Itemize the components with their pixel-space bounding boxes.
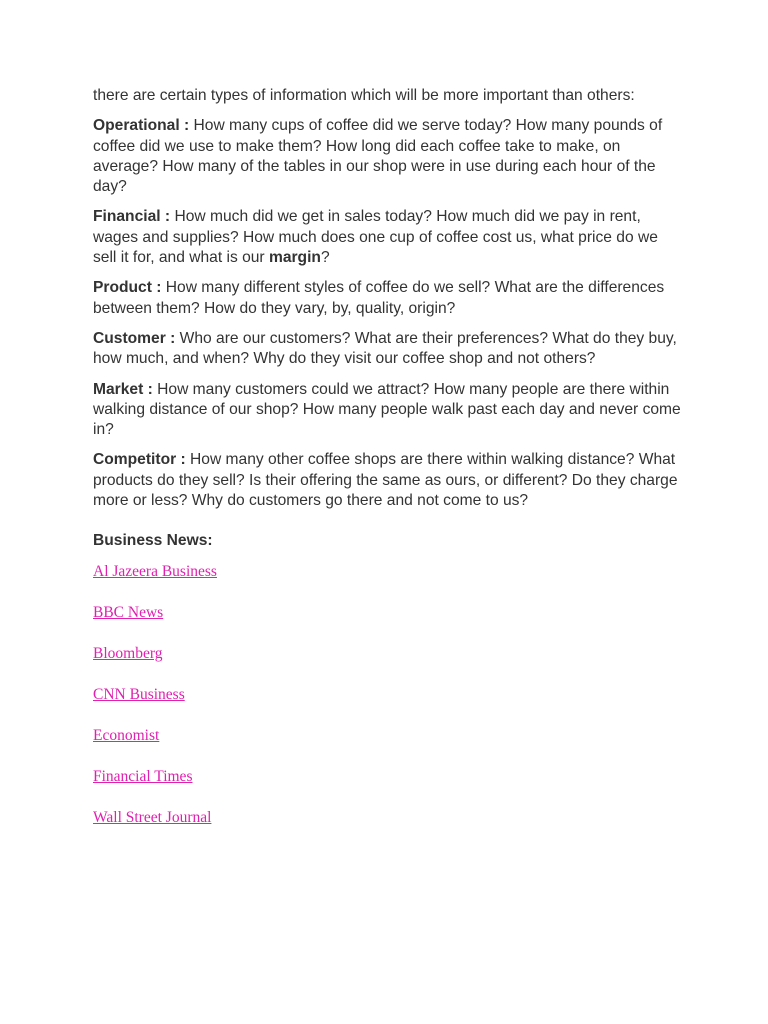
competitor-text: How many other coffee shops are there within walking distance? What products do they sell? Is their offering the same as ours, or different? Do they charge more or less? Why do customers go there and not come to us? xyxy=(93,451,678,510)
operational-term: Operational : xyxy=(93,117,190,135)
financial-paragraph xyxy=(93,207,683,268)
margin-emphasis: margin xyxy=(268,249,321,267)
operational-text: How many cups of coffee did we serve today? How many pounds of coffee did we use to make them? How long did each coffee take to make, on average? How many of the tables in our shop were in use during each hour of the day? xyxy=(93,117,663,196)
financial-text: How much did we get in sales today? How much did we pay in rent, wages and supplies? How much does one cup of coffee cost us, what price do we sell it for, and what is our xyxy=(93,208,658,267)
customer-term: Customer : xyxy=(93,329,176,347)
market-paragraph xyxy=(93,380,683,441)
link-financial-times[interactable]: Financial Times xyxy=(93,767,193,785)
document-body xyxy=(93,86,683,849)
market-term: Market : xyxy=(93,380,153,398)
business-news-links xyxy=(93,562,683,828)
operational-paragraph xyxy=(93,116,683,197)
product-text: How many different styles of coffee do we sell? What are the differences between them? How do they vary, by, quality, origin? xyxy=(93,279,665,317)
product-term: Product : xyxy=(93,279,162,297)
competitor-term: Competitor : xyxy=(93,451,186,469)
link-economist[interactable]: Economist xyxy=(93,726,160,744)
intro-paragraph: there are certain types of information which will be more important than others: xyxy=(93,87,635,104)
financial-term: Financial : xyxy=(93,208,171,226)
link-wall-street-journal[interactable]: Wall Street Journal xyxy=(93,808,212,826)
business-news-heading: Business News: xyxy=(93,532,213,550)
link-bloomberg[interactable]: Bloomberg xyxy=(93,644,163,662)
financial-text-end: ? xyxy=(320,249,330,267)
customer-paragraph xyxy=(93,329,683,370)
market-text: How many customers could we attract? How many people are there within walking distance of our shop? How many people walk past each day and never come in? xyxy=(93,380,681,439)
product-paragraph xyxy=(93,278,683,319)
customer-text: Who are our customers? What are their preferences? What do they buy, how much, and when? Why do they visit our coffee shop and not others? xyxy=(93,329,677,368)
link-bbc-news[interactable]: BBC News xyxy=(93,603,164,621)
link-cnn-business[interactable]: CNN Business xyxy=(93,685,185,703)
link-al-jazeera-business[interactable]: Al Jazeera Business xyxy=(93,562,217,580)
competitor-paragraph xyxy=(93,450,683,511)
